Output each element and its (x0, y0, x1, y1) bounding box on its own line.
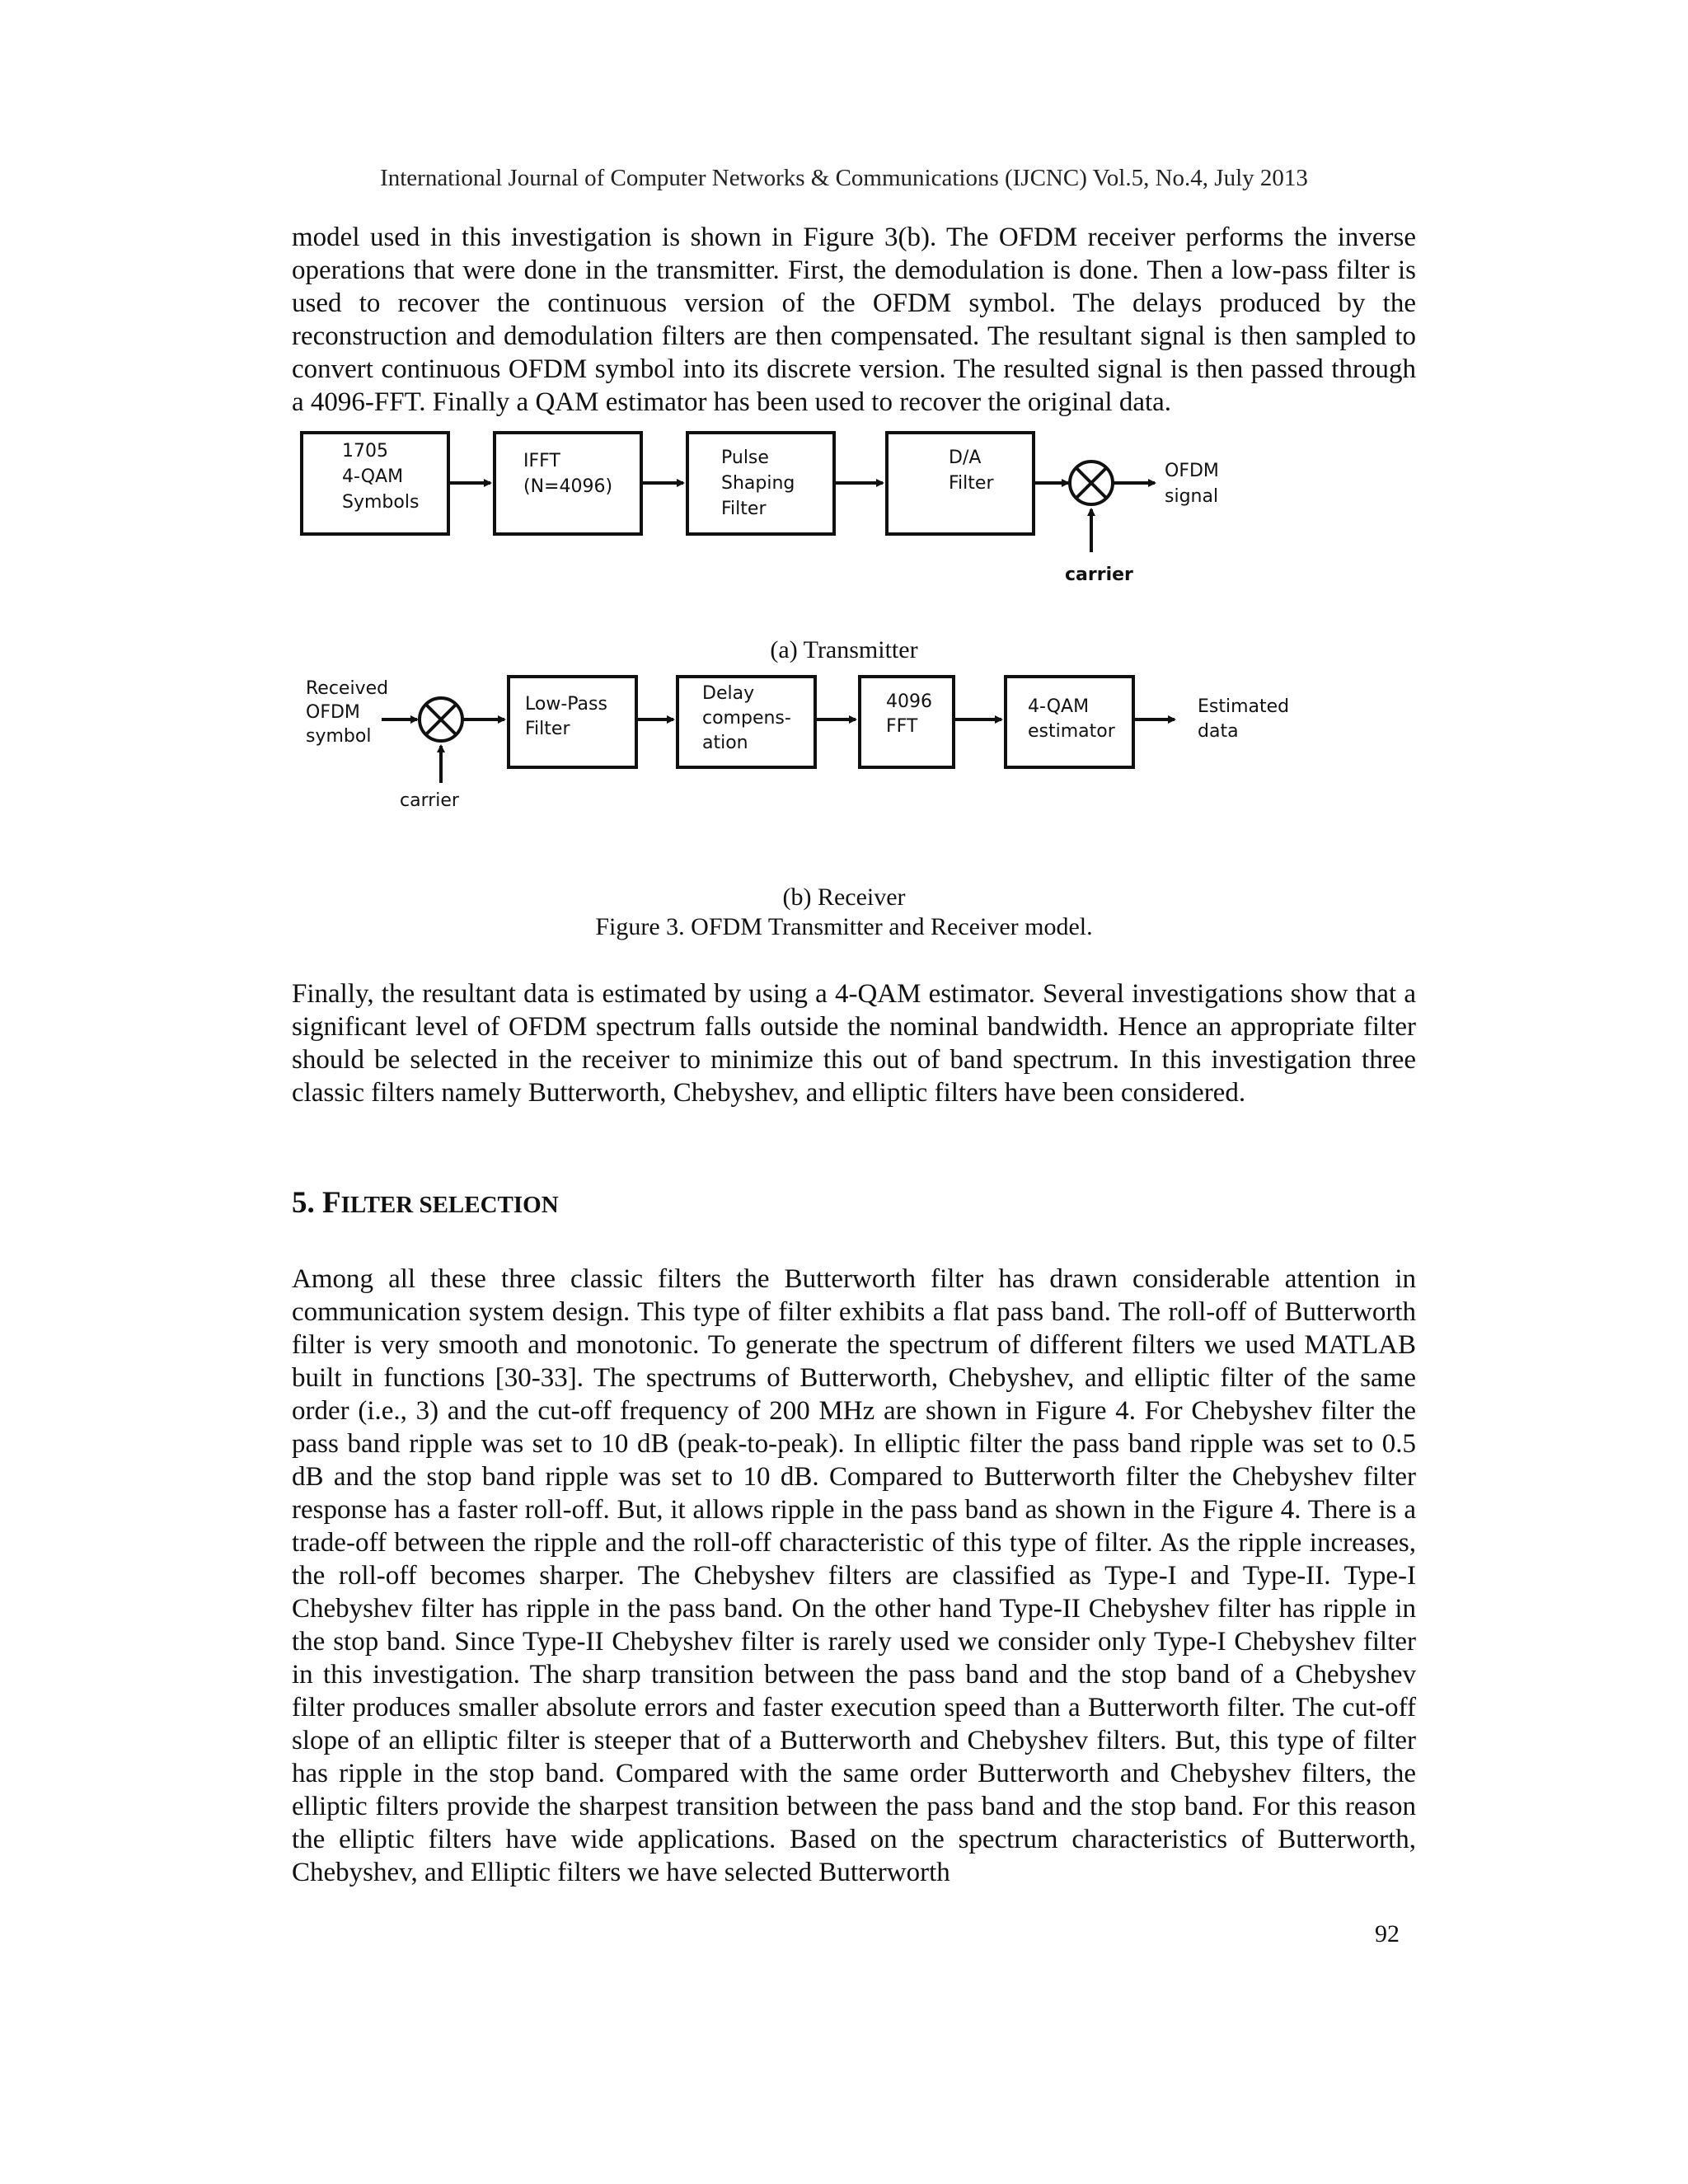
received-ofdm-line1: Received (306, 678, 389, 699)
block-low-pass-line2: Filter (525, 719, 570, 739)
mixer-icon-rx (420, 698, 462, 741)
block-ifft-line1: IFFT (523, 451, 560, 471)
caption-transmitter: (a) Transmitter (770, 636, 918, 663)
block-fft-line1: 4096 (886, 691, 932, 712)
block-pulse-shaping-line3: Filter (721, 499, 767, 519)
section-title-rest: ILTER SELECTION (340, 1192, 559, 1218)
block-da-filter-line2: Filter (949, 473, 994, 494)
running-header: International Journal of Computer Networks & Communications (IJCNC) Vol.5, No.4, July 2013 (380, 165, 1308, 191)
estimated-data-line2: data (1198, 721, 1239, 742)
paragraph-after-figure: Finally, the resultant data is estimated by using a 4-QAM estimator. Several investigations show that a significant level of OFDM spectrum falls outside the nominal bandwidth. Hence an appropriate filter should be selected in the receiver to minimize this out of band spectrum. In this investigation three classic filters namely Butterworth, Chebyshev, and elliptic filters have been considered. (292, 979, 1416, 1108)
block-qam-estimator-line2: estimator (1028, 721, 1115, 742)
block-pulse-shaping-line1: Pulse (721, 448, 769, 468)
section-title-initial: F (322, 1186, 341, 1220)
carrier-label-tx: carrier (1065, 565, 1133, 585)
block-low-pass-line1: Low-Pass (525, 694, 607, 715)
caption-receiver: (b) Receiver (782, 883, 906, 911)
block-qam-symbols-line1: 1705 (342, 441, 388, 462)
carrier-label-rx: carrier (400, 790, 459, 811)
block-delay-line2: compens- (702, 708, 791, 729)
transmitter-diagram (293, 429, 1364, 593)
receiver-diagram (293, 673, 1364, 821)
received-ofdm-line2: OFDM (306, 702, 360, 723)
ofdm-signal-line2: signal (1165, 486, 1219, 507)
section-heading (292, 1185, 559, 1221)
mixer-icon (1070, 462, 1113, 504)
ofdm-signal-line1: OFDM (1165, 461, 1219, 481)
block-delay-line1: Delay (702, 683, 755, 704)
block-fft-line2: FFT (886, 716, 918, 737)
block-qam-estimator-line1: 4-QAM (1028, 696, 1090, 717)
page-number: 92 (1375, 1920, 1400, 1947)
block-qam-symbols-line2: 4-QAM (342, 466, 404, 487)
block-qam-symbols-line3: Symbols (342, 492, 420, 513)
block-pulse-shaping-line2: Shaping (721, 473, 795, 494)
paragraph-intro: model used in this investigation is shown in Figure 3(b). The OFDM receiver performs the inverse operations that were done in the transmitter. First, the demodulation is done. Then a low-pass filter is used to recover the continuous version of the OFDM symbol. The delays produced by the reconstruction and demodulation filters are then compensated. The resultant signal is then sampled to convert continuous OFDM symbol into its discrete version. The resulted signal is then passed through a 4096-FFT. Finally a QAM estimator has been used to recover the original data. (292, 223, 1416, 417)
estimated-data-line1: Estimated (1198, 696, 1290, 717)
section-number: 5. (292, 1186, 315, 1220)
received-ofdm-line3: symbol (306, 726, 372, 747)
block-ifft-line2: (N=4096) (523, 476, 613, 497)
block-delay-line3: ation (702, 733, 748, 753)
paragraph-section5: Among all these three classic filters the Butterworth filter has drawn considerable attention in communication system design. This type of filter exhibits a flat pass band. The roll-off of Butterworth filter is very smooth and monotonic. To generate the spectrum of different filters we used MATLAB built in functions [30-33]. The spectrums of Butterworth, Chebyshev, and elliptic filter of the same order (i.e., 3) and the cut-off frequency of 200 MHz are shown in Figure 4. For Chebyshev filter the pass band ripple was set to 10 dB (peak-to-peak). In elliptic filter the pass band ripple was set to 0.5 dB and the stop band ripple was set to 10 dB. Compared to Butterworth filter the Chebyshev filter response has a faster roll-off. But, it allows ripple in the pass band as shown in the Figure 4. There is a trade-off between the ripple and the roll-off characteristic of this type of filter. As the ripple increases, the roll-off becomes sharper. The Chebyshev filters are classified as Type-I and Type-II. Type-I Chebyshev filter has ripple in the pass band. On the other hand Type-II Chebyshev filter has ripple in the stop band. Since Type-II Chebyshev filter is rarely used we consider only Type-I Chebyshev filter in this investigation. The sharp transition between the pass band and the stop band of a Chebyshev filter produces smaller absolute errors and faster execution speed than a Butterworth filter. The cut-off slope of an elliptic filter is steeper that of a Butterworth and Chebyshev filters. But, this type of filter has ripple in the stop band. Compared with the same order Butterworth and Chebyshev filters, the elliptic filters provide the sharpest transition between the pass band and the stop band. For this reason the elliptic filters have wide applications. Based on the spectrum characteristics of Butterworth, Chebyshev, and Elliptic filters we have selected Butterworth (292, 1264, 1416, 1887)
block-da-filter-line1: D/A (949, 448, 982, 468)
figure-caption: Figure 3. OFDM Transmitter and Receiver model. (595, 913, 1093, 940)
